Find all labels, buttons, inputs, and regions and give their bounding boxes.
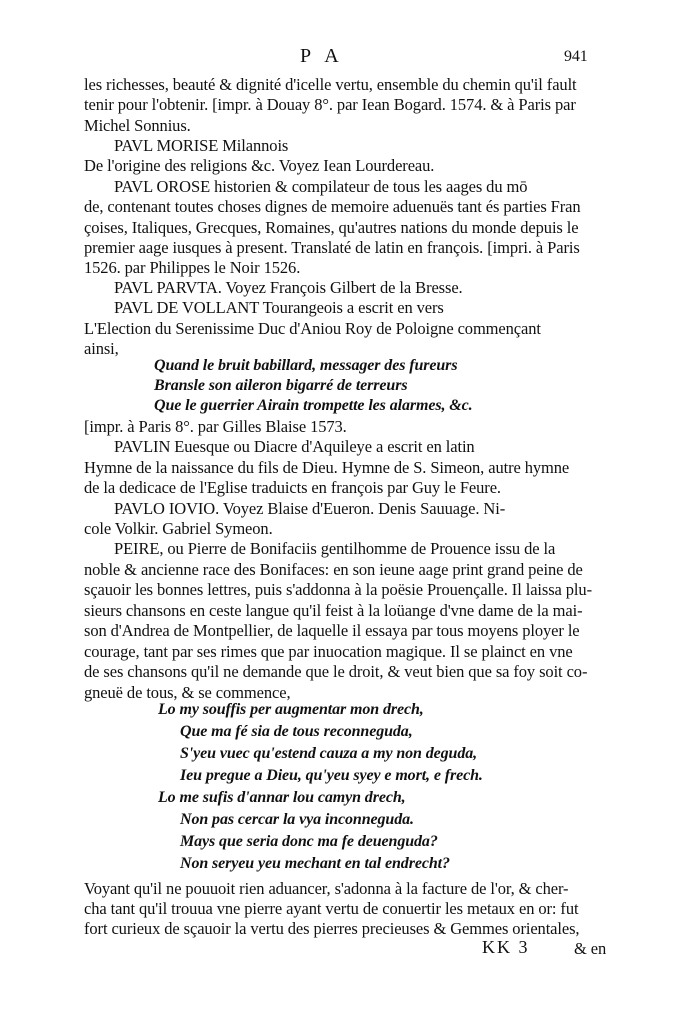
verse-line-2: Bransle son aileron bigarré de terreurs <box>154 377 408 394</box>
entry-heading-paulo-iovio: PAVLO IOVIO. Voyez Blaise d'Eueron. Denis Sauuage. Ni- <box>114 499 506 518</box>
text-line-9: premier aage iusques à present. Translaté de latin en françois. [impri. à Paris <box>84 238 580 257</box>
text-line-31: gneuë de tous, & se commence, <box>84 683 291 702</box>
verse-line-11: Non seryeu yeu mechant en tal endrecht? <box>180 855 450 872</box>
text-line-26: sçauoir les bonnes lettres, puis s'addonna à la poësie Prouençalle. Il laissa plu- <box>84 580 592 599</box>
catchword: & en <box>574 939 607 958</box>
text-line-29: courage, tant par ses rimes que par inuocation magique. Il se plainct en vne <box>84 642 573 661</box>
text-line-1: les richesses, beauté & dignité d'icelle vertu, ensemble du chemin qu'il fault <box>84 75 577 94</box>
text-line-28: son d'Andrea de Montpellier, de laquelle il essaya par tous moyens ployer le <box>84 621 580 640</box>
text-line-25: noble & ancienne race des Bonifaces: en son ieune aage print grand peine de <box>84 560 583 579</box>
text-line-14: ainsi, <box>84 339 119 358</box>
verse-line-4: Lo my souffis per augmentar mon drech, <box>158 701 424 718</box>
entry-heading-paul-orose: PAVL OROSE historien & compilateur de tous les aages du mō <box>114 177 528 196</box>
running-title: P A <box>300 45 344 67</box>
entry-heading-paulin: PAVLIN Euesque ou Diacre d'Aquileye a escrit en latin <box>114 437 475 456</box>
verse-line-10: Mays que seria donc ma fe deuenguda? <box>180 833 438 850</box>
text-line-41: cha tant qu'il trouua vne pierre ayant vertu de conuertir les metaux en or: fut <box>84 899 579 918</box>
text-line-3: Michel Sonnius. <box>84 116 191 135</box>
entry-heading-paul-morise: PAVL MORISE Milannois <box>114 136 289 155</box>
text-line-30: de ses chansons qu'il ne demande que le droit, & veut bien que sa foy soit co- <box>84 662 588 681</box>
text-line-18: [impr. à Paris 8°. par Gilles Blaise 1573. <box>84 417 347 436</box>
text-line-27: sieurs chansons en ceste langue qu'il feist à la loüange d'vne dame de la mai- <box>84 601 583 620</box>
verse-line-3: Que le guerrier Airain trompette les alarmes, &c. <box>154 397 473 414</box>
verse-line-9: Non pas cercar la vya inconneguda. <box>180 811 414 828</box>
verse-line-6: S'yeu vuec qu'estend cauza a my non deguda, <box>180 745 478 762</box>
signature-mark: KK 3 <box>482 937 530 957</box>
text-line-2: tenir pour l'obtenir. [impr. à Douay 8°. par Iean Bogard. 1574. & à Paris par <box>84 95 576 114</box>
text-line-8: çoises, Italiques, Grecques, Romaines, qu'autres nations du monde depuis le <box>84 218 579 237</box>
verse-line-1: Quand le bruit babillard, messager des fureurs <box>154 357 458 374</box>
text-line-40: Voyant qu'il ne pouuoit rien aduancer, s'adonna à la facture de l'or, & cher- <box>84 879 569 898</box>
verse-line-7: Ieu pregue a Dieu, qu'yeu syey e mort, e frech. <box>180 767 483 784</box>
entry-heading-peire: PEIRE, ou Pierre de Bonifaciis gentilhomme de Prouence issu de la <box>114 539 556 558</box>
verse-line-5: Que ma fé sia de tous reconneguda, <box>180 723 413 740</box>
text-line-7: de, contenant toutes choses dignes de memoire aduenuës tant és parties Fran <box>84 197 581 216</box>
entry-heading-paul-de-vollant: PAVL DE VOLLANT Tourangeois a escrit en vers <box>114 298 444 317</box>
text-line-10: 1526. par Philippes le Noir 1526. <box>84 258 301 277</box>
page-number: 941 <box>564 48 588 65</box>
text-line-21: de la dedicace de l'Eglise traduicts en françois par Guy le Feure. <box>84 478 501 497</box>
text-line-13: L'Election du Serenissime Duc d'Aniou Roy de Poloigne commençant <box>84 319 541 338</box>
text-line-23: cole Volkir. Gabriel Symeon. <box>84 519 273 538</box>
text-line-5: De l'origine des religions &c. Voyez Iean Lourdereau. <box>84 156 435 175</box>
text-line-20: Hymne de la naissance du fils de Dieu. Hymne de S. Simeon, autre hymne <box>84 458 570 477</box>
entry-heading-paul-paruta: PAVL PARVTA. Voyez François Gilbert de la Bresse. <box>114 278 463 297</box>
verse-line-8: Lo me sufis d'annar lou camyn drech, <box>158 789 406 806</box>
text-line-42: fort curieux de sçauoir la vertu des pierres precieuses & Gemmes orientales, <box>84 919 580 938</box>
